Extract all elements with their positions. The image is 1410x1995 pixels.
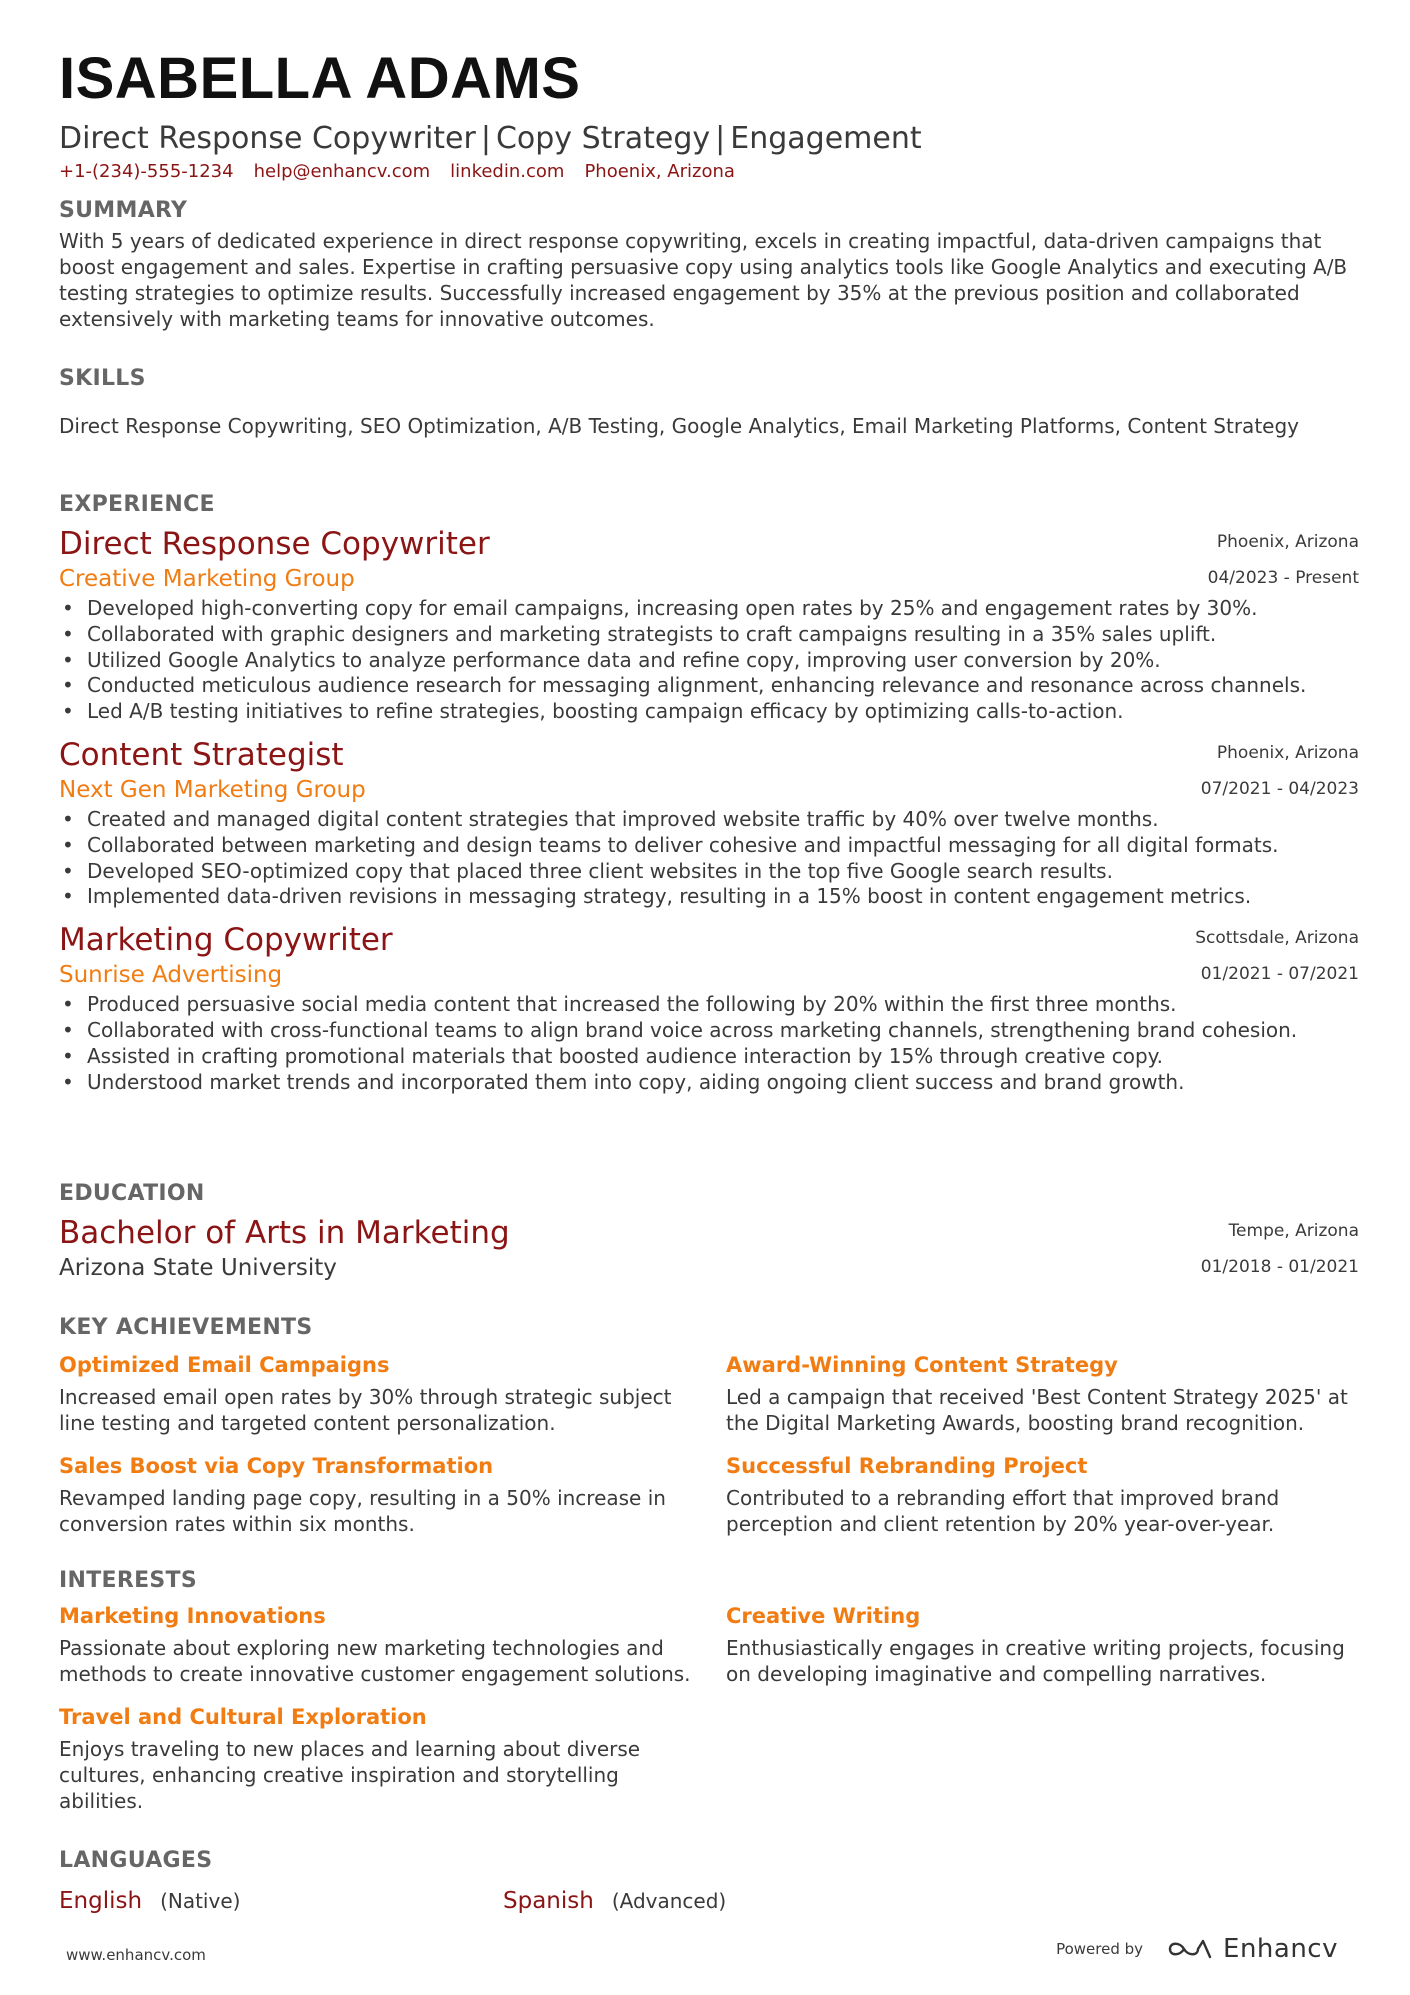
achievement-text: Led a campaign that received 'Best Content Strategy 2025' at the Digital Marketing Awards, boosting brand recognition. (726, 1385, 1348, 1435)
job-entry (59, 735, 1359, 910)
resume-header (59, 46, 1359, 182)
job-bullet: • Understood market trends and incorporated them into copy, aiding ongoing client success and brand growth. (59, 1070, 1359, 1096)
job-location: Phoenix, Arizona (1216, 532, 1359, 552)
education-meta (1201, 1213, 1359, 1285)
headline-focus-2: Engagement (730, 121, 922, 156)
powered-by-text: Powered by (1056, 1940, 1144, 1958)
job-bullet: • Created and managed digital content strategies that improved website traffic by 40% over twelve months. (59, 807, 1359, 833)
summary-section (59, 198, 1359, 332)
achievement-title: Award-Winning Content Strategy (726, 1353, 1118, 1377)
job-location: Phoenix, Arizona (1216, 742, 1359, 763)
job-meta (1208, 524, 1359, 596)
languages-heading: LANGUAGES (59, 1848, 213, 1873)
experience-heading: EXPERIENCE (59, 492, 215, 517)
email-link[interactable]: help@enhancv.com (253, 161, 431, 182)
skills-text: Direct Response Copywriting, SEO Optimization, A/B Testing, Google Analytics, Email Marketing Platforms, Content Strategy (59, 414, 1299, 438)
job-bullet: • Developed high-converting copy for email campaigns, increasing open rates by 25% and engagement rates by 30%. (59, 596, 1359, 622)
education-location: Tempe, Arizona (1228, 1221, 1359, 1241)
job-bullet: • Led A/B testing initiatives to refine strategies, boosting campaign efficacy by optimizing calls-to-action. (59, 699, 1359, 725)
interest-text: Passionate about exploring new marketing technologies and methods to create innovative customer engagement solutions. (59, 1636, 691, 1686)
interests-heading: INTERESTS (59, 1568, 197, 1593)
job-entry (59, 524, 1359, 725)
footer-branding (1056, 1934, 1338, 1964)
skills-section (59, 366, 1359, 439)
achievement-text: Contributed to a rebranding effort that improved brand perception and client retention by 20% year-over-year. (726, 1486, 1280, 1536)
location-text: Phoenix, Arizona (584, 161, 735, 182)
achievement-title: Sales Boost via Copy Transformation (59, 1454, 494, 1478)
achievements-heading: KEY ACHIEVEMENTS (59, 1315, 313, 1340)
language-level: (Advanced) (611, 1889, 727, 1913)
job-bullets (59, 807, 1359, 910)
job-title: Marketing Copywriter (59, 922, 393, 959)
job-bullet: • Collaborated between marketing and design teams to deliver cohesive and impactful messaging for all digital formats. (59, 833, 1359, 859)
job-bullet: • Developed SEO-optimized copy that placed three client websites in the top five Google search results. (59, 859, 1359, 885)
job-entry (59, 920, 1359, 1095)
job-bullet: • Collaborated with cross-functional teams to align brand voice across marketing channels, strengthening brand cohesion. (59, 1018, 1359, 1044)
job-bullets (59, 596, 1359, 725)
footer-website-link[interactable]: www.enhancv.com (66, 1946, 206, 1964)
headline-focus-1: Copy Strategy (495, 121, 711, 156)
job-meta (1201, 735, 1359, 807)
education-dates: 01/2018 - 01/2021 (1200, 1257, 1359, 1277)
interest-title: Travel and Cultural Exploration (59, 1705, 427, 1729)
job-bullet: • Produced persuasive social media content that increased the following by 20% within the first three months. (59, 992, 1359, 1018)
job-dates: 01/2021 - 07/2021 (1200, 964, 1359, 985)
candidate-name: ISABELLA ADAMS (59, 46, 581, 111)
job-company: Creative Marketing Group (59, 566, 355, 592)
language-item (59, 1888, 240, 1914)
enhancv-logo-icon (1167, 1937, 1213, 1961)
achievements-section (59, 1315, 1359, 1536)
headline-separator: | (480, 121, 491, 156)
education-heading: EDUCATION (59, 1181, 205, 1206)
job-company: Next Gen Marketing Group (59, 776, 366, 803)
interest-text: Enthusiastically engages in creative writing projects, focusing on developing imaginative and compelling narratives. (726, 1636, 1345, 1686)
phone-link[interactable]: +1-(234)-555-1234 (59, 161, 234, 182)
job-bullet: • Assisted in crafting promotional materials that boosted audience interaction by 15% through creative copy. (59, 1044, 1359, 1070)
job-title: Direct Response Copywriter (59, 526, 490, 562)
job-bullets (59, 992, 1359, 1095)
job-location: Scottsdale, Arizona (1195, 928, 1359, 949)
interest-item (59, 1601, 699, 1687)
education-school: Arizona State University (59, 1255, 337, 1281)
achievement-item (726, 1350, 1366, 1436)
achievement-text: Increased email open rates by 30% through strategic subject line testing and targeted content personalization. (59, 1385, 672, 1435)
education-entry (59, 1213, 1359, 1283)
resume-page (59, 46, 1359, 1914)
job-bullet: • Utilized Google Analytics to analyze performance data and refine copy, improving user conversion by 20%. (59, 648, 1359, 674)
language-name: Spanish (503, 1888, 594, 1914)
contact-line (59, 161, 1359, 182)
language-name: English (59, 1888, 143, 1914)
job-bullet: • Implemented data-driven revisions in messaging strategy, resulting in a 15% boost in content engagement metrics. (59, 884, 1359, 910)
linkedin-link[interactable]: linkedin.com (450, 161, 565, 182)
job-title: Content Strategist (59, 736, 344, 773)
interest-title: Marketing Innovations (59, 1604, 326, 1628)
achievement-item (726, 1451, 1366, 1537)
job-meta (1195, 920, 1359, 992)
headline-separator: | (715, 121, 726, 156)
job-bullet: • Collaborated with graphic designers and marketing strategists to craft campaigns resulting in a 35% sales uplift. (59, 622, 1359, 648)
interests-section (59, 1568, 1359, 1813)
job-bullet: • Conducted meticulous audience research for messaging alignment, enhancing relevance and resonance across channels. (59, 673, 1359, 699)
experience-section (59, 492, 1359, 1095)
education-degree: Bachelor of Arts in Marketing (59, 1215, 510, 1251)
education-section (59, 1181, 1359, 1283)
interest-item (726, 1601, 1366, 1687)
interest-item (59, 1702, 699, 1814)
achievement-item (59, 1350, 699, 1436)
interest-title: Creative Writing (726, 1604, 921, 1628)
brand-name: Enhancv (1223, 1934, 1338, 1964)
summary-heading: SUMMARY (59, 198, 188, 223)
achievement-text: Revamped landing page copy, resulting in a 50% increase in conversion rates within six months. (59, 1486, 666, 1536)
achievement-title: Successful Rebranding Project (726, 1454, 1088, 1478)
language-item (503, 1888, 726, 1914)
skills-heading: SKILLS (59, 366, 146, 391)
language-level: (Native) (160, 1889, 241, 1913)
headline (59, 122, 1359, 155)
languages-section (59, 1848, 1359, 1914)
interest-text: Enjoys traveling to new places and learning about diverse cultures, enhancing creative inspiration and storytelling abilities. (59, 1737, 641, 1813)
job-company: Sunrise Advertising (59, 962, 283, 989)
headline-role: Direct Response Copywriter (59, 121, 476, 156)
job-dates: 07/2021 - 04/2023 (1200, 778, 1359, 799)
summary-text: With 5 years of dedicated experience in direct response copywriting, excels in creating impactful, data-driven campaigns that boost engagement and sales. Expertise in crafting persuasive copy using analytics tools like Google Analytics and executing A/B testing strategies to optimize results. Successfully increased engagement by 35% at the previous position and collaborated extensively with marketing teams for innovative outcomes. (59, 229, 1348, 331)
job-dates: 04/2023 - Present (1207, 568, 1359, 588)
achievement-item (59, 1451, 699, 1537)
achievement-title: Optimized Email Campaigns (59, 1353, 390, 1377)
